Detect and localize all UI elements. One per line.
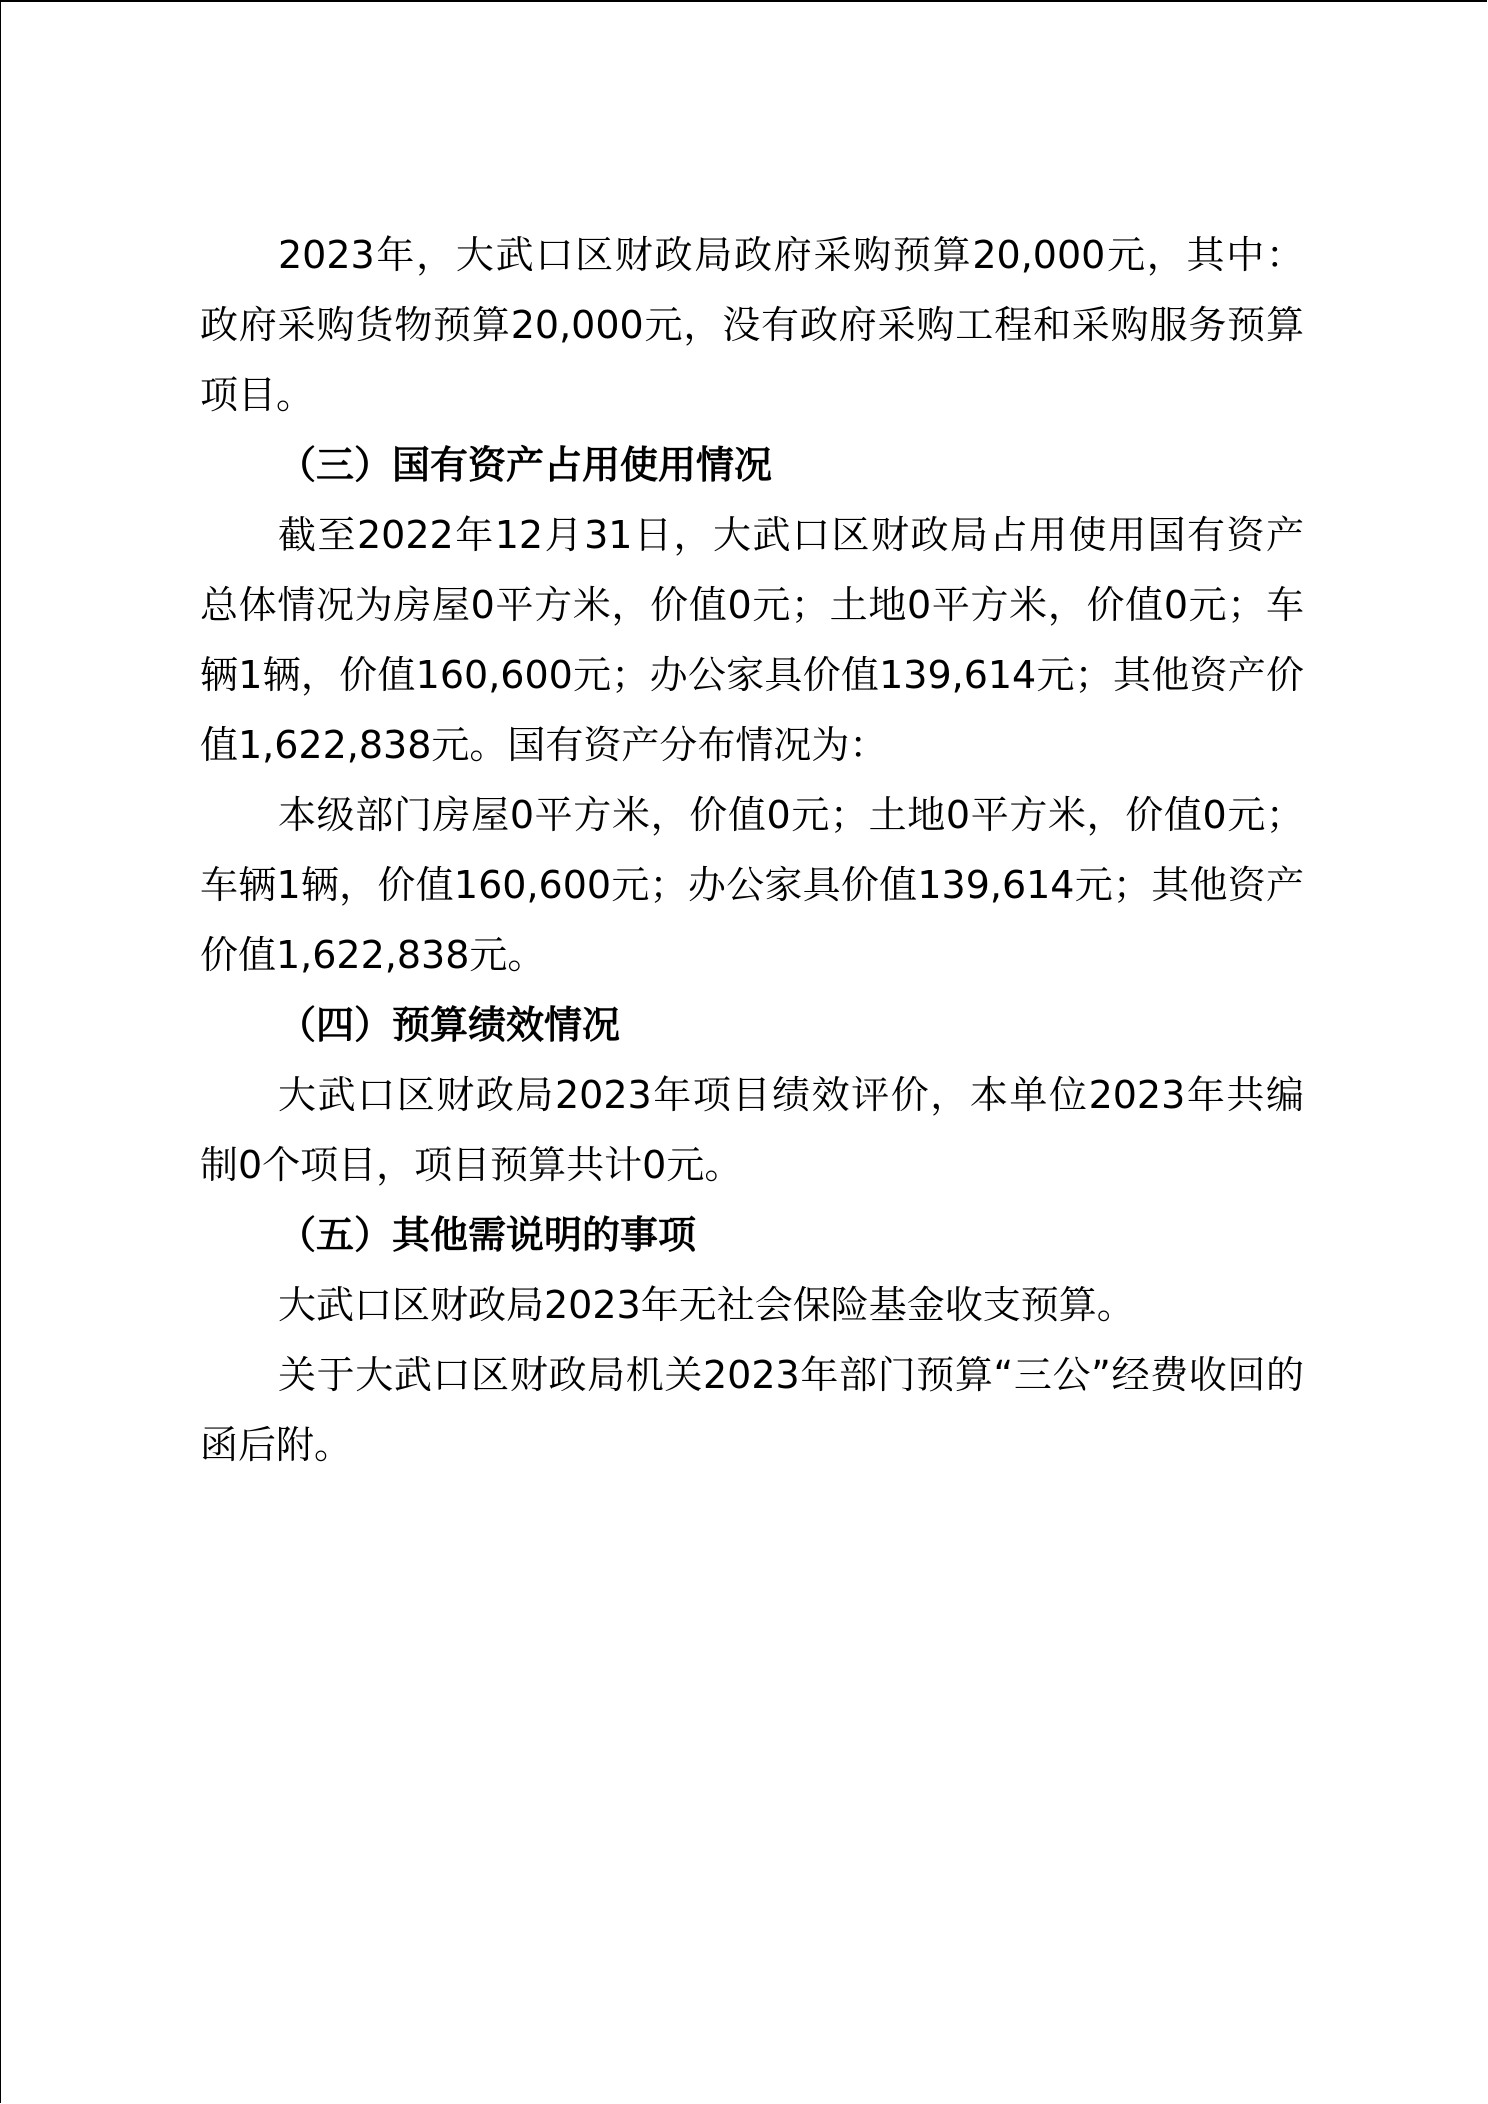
paragraph-social-insurance: 大武口区财政局2023年无社会保险基金收支预算。 [278,1283,1135,1327]
paragraph-assets-distribution: 本级部门房屋0平方米，价值0元；土地0平方米，价值0元；车辆1辆，价值160,600元；办公家具价值139,614元；其他资产价值1,622,838元。 [200,793,1304,977]
document-body [200,220,1304,1480]
paragraph-assets-total: 截至2022年12月31日，大武口区财政局占用使用国有资产总体情况为房屋0平方米，价值0元；土地0平方米，价值0元；车辆1辆，价值160,600元；办公家具价值139,614元；其他资产价值1,622,838元。国有资产分布情况为： [200,513,1304,767]
heading-state-assets: （三）国有资产占用使用情况 [278,443,773,487]
paragraph-procurement: 2023年，大武口区财政局政府采购预算20,000元，其中：政府采购货物预算20,000元，没有政府采购工程和采购服务预算项目。 [200,233,1304,417]
heading-other-matters: （五）其他需说明的事项 [278,1213,697,1257]
paragraph-attachment-note: 关于大武口区财政局机关2023年部门预算“三公”经费收回的函后附。 [200,1353,1304,1467]
heading-performance: （四）预算绩效情况 [278,1003,621,1047]
paragraph-performance: 大武口区财政局2023年项目绩效评价，本单位2023年共编制0个项目，项目预算共计0元。 [200,1073,1304,1187]
